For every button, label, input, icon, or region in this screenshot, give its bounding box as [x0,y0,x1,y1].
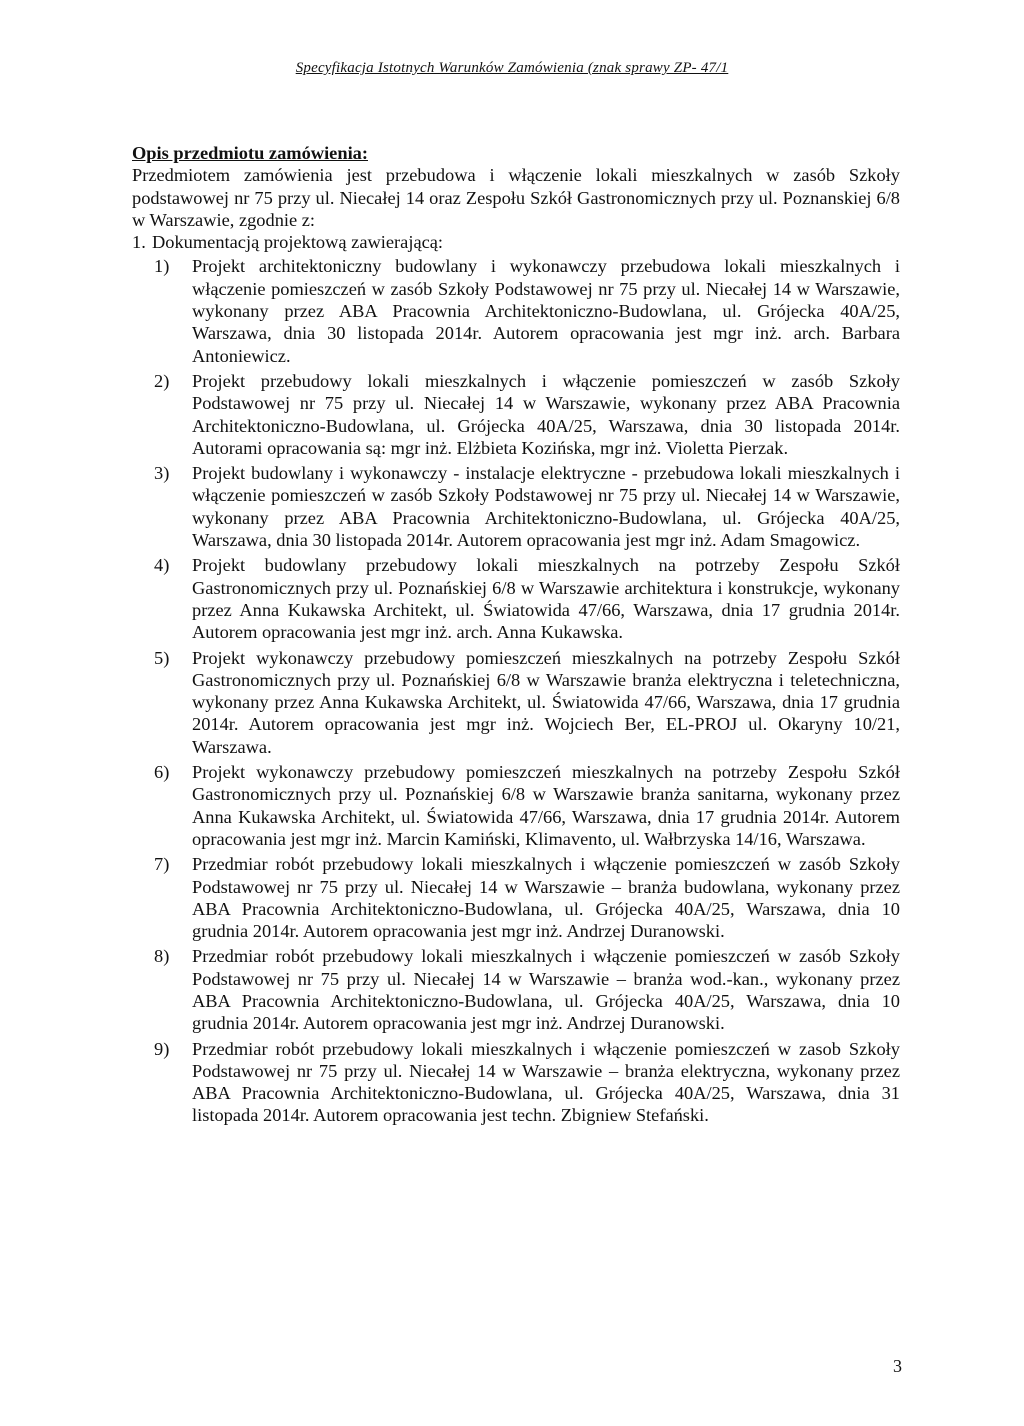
list-item-text: Projekt wykonawczy przebudowy pomieszczeń mieszkalnych na potrzeby Zespołu Szkół Gastronomicznych przy ul. Poznańskiej 6/8 w Warszawie branża elektryczna i teletechniczna, wykonany przez Anna Kukawska Architekt, ul. Światowida 47/66, Warszawa, dnia 17 grudnia 2014r. Autorem opracowania jest mgr inż. Wojciech Ber, EL-PROJ ul. Okaryny 10/21, Warszawa. [192,647,900,757]
list-item [132,554,900,643]
intro-paragraph: Przedmiotem zamówienia jest przebudowa i włączenie lokali mieszkalnych w zasób Szkoły podstawowej nr 75 przy ul. Niecałej 14 oraz Zespołu Szkół Gastronomicznych przy ul. Poznanskiej 6/8 w Warszawie, zgodnie z: [132,165,900,230]
sublist-title: Dokumentacją projektową zawierającą: [152,232,444,253]
list-item-number: 5) [154,647,170,668]
list-item-text: Projekt wykonawczy przebudowy pomieszczeń mieszkalnych na potrzeby Zespołu Szkół Gastronomicznych przy ul. Poznańskiej 6/8 w Warszawie branża sanitarna, wykonany przez Anna Kukawska Architekt, ul. Światowida 47/66, Warszawa, dnia 17 grudnia 2014r. Autorem opracowania jest mgr inż. Marcin Kamiński, Klimavento, ul. Wałbrzyska 14/16, Warszawa. [192,762,900,849]
list-item [132,853,900,942]
list-item-text: Przedmiar robót przebudowy lokali mieszkalnych i włączenie pomieszczeń w zasób Szkoły Podstawowej nr 75 przy ul. Niecałej 14 w Warszawie – branża budowlana, wykonany przez ABA Pracownia Architektoniczno-Budowlana, ul. Grójecka 40A/25, Warszawa, dnia 10 grudnia 2014r. Autorem opracowania jest mgr inż. Andrzej Duranowski. [192,854,900,942]
list-item-text: Projekt budowlany i wykonawczy - instalacje elektryczne - przebudowa lokali mieszkalnych i włączenie pomieszczeń w zasób Szkoły Podstawowej nr 75 przy ul. Niecałej 14 w Warszawie, wykonany przez ABA Pracownia Architektoniczno-Budowlana, ul. Grójecka 40A/25, Warszawa, dnia 30 listopada 2014r. Autorem opracowania jest mgr inż. Adam Smagowicz. [192,463,900,551]
document-body [132,142,900,1130]
list-item [132,945,900,1034]
section-title: Opis przedmiotu zamówienia: [132,143,368,163]
sublist-number: 1. [132,232,146,253]
list-item [132,761,900,850]
list-item [132,1038,900,1127]
list-item-number: 2) [154,370,170,391]
page-number: 3 [893,1356,902,1376]
sublist-heading [132,231,900,253]
list-item-number: 6) [154,762,170,783]
list-item-text: Przedmiar robót przebudowy lokali mieszkalnych i włączenie pomieszczeń w zasob Szkoły Podstawowej nr 75 przy ul. Niecałej 14 w Warszawie – branża elektryczna, wykonany przez ABA Pracownia Architektoniczno-Budowlana, ul. Grójecka 40A/25, Warszawa, dnia 31 listopada 2014r. Autorem opracowania jest techn. Zbigniew Stefański. [192,1038,900,1126]
list-item [132,462,900,551]
list-item-text: Projekt architektoniczny budowlany i wykonawczy przebudowa lokali mieszkalnych i włączenie pomieszczeń w zasób Szkoły Podstawowej nr 75 przy ul. Niecałej 14 w Warszawie, wykonany przez ABA Pracownia Architektoniczno-Budowlana, ul. Grójecka 40A/25, Warszawa, dnia 30 listopada 2014r. Autorem opracowania jest mgr inż. arch. Barbara Antoniewicz. [192,256,900,366]
list-item-number: 4) [154,555,170,576]
list-item-number: 9) [154,1038,170,1059]
list-item-text: Projekt przebudowy lokali mieszkalnych i włączenie pomieszczeń w zasób Szkoły Podstawowej nr 75 przy ul. Niecałej 14 w Warszawie, wykonany przez ABA Pracownia Architektoniczno-Budowlana, ul. Grójecka 40A/25, Warszawa, dnia 30 listopada 2014r. Autorami opracowania są: mgr inż. Elżbieta Kozińska, mgr inż. Violetta Pierzak. [192,370,900,458]
document-header: Specyfikacja Istotnych Warunków Zamówienia (znak sprawy ZP- 47/1 [295,60,729,76]
list-item-number: 8) [154,946,170,967]
list-item [132,255,900,366]
list-item-number: 7) [154,854,170,875]
list-item-text: Projekt budowlany przebudowy lokali mieszkalnych na potrzeby Zespołu Szkół Gastronomicznych przy ul. Poznańskiej 6/8 w Warszawie architektura i konstrukcje, wykonany przez Anna Kukawska Architekt, ul. Światowida 47/66, Warszawa, dnia 17 grudnia 2014r. Autorem opracowania jest mgr inż. arch. Anna Kukawska. [192,555,900,643]
list-item-text: Przedmiar robót przebudowy lokali mieszkalnych i włączenie pomieszczeń w zasób Szkoły Podstawowej nr 75 przy ul. Niecałej 14 w Warszawie – branża wod.-kan., wykonany przez ABA Pracownia Architektoniczno-Budowlana, ul. Grójecka 40A/25, Warszawa, dnia 10 grudnia 2014r. Autorem opracowania jest mgr inż. Andrzej Duranowski. [192,946,900,1034]
list-item [132,370,900,459]
list-item [132,647,900,758]
list-item-number: 1) [154,256,170,277]
list-item-number: 3) [154,463,170,484]
documentation-list [132,255,900,1126]
